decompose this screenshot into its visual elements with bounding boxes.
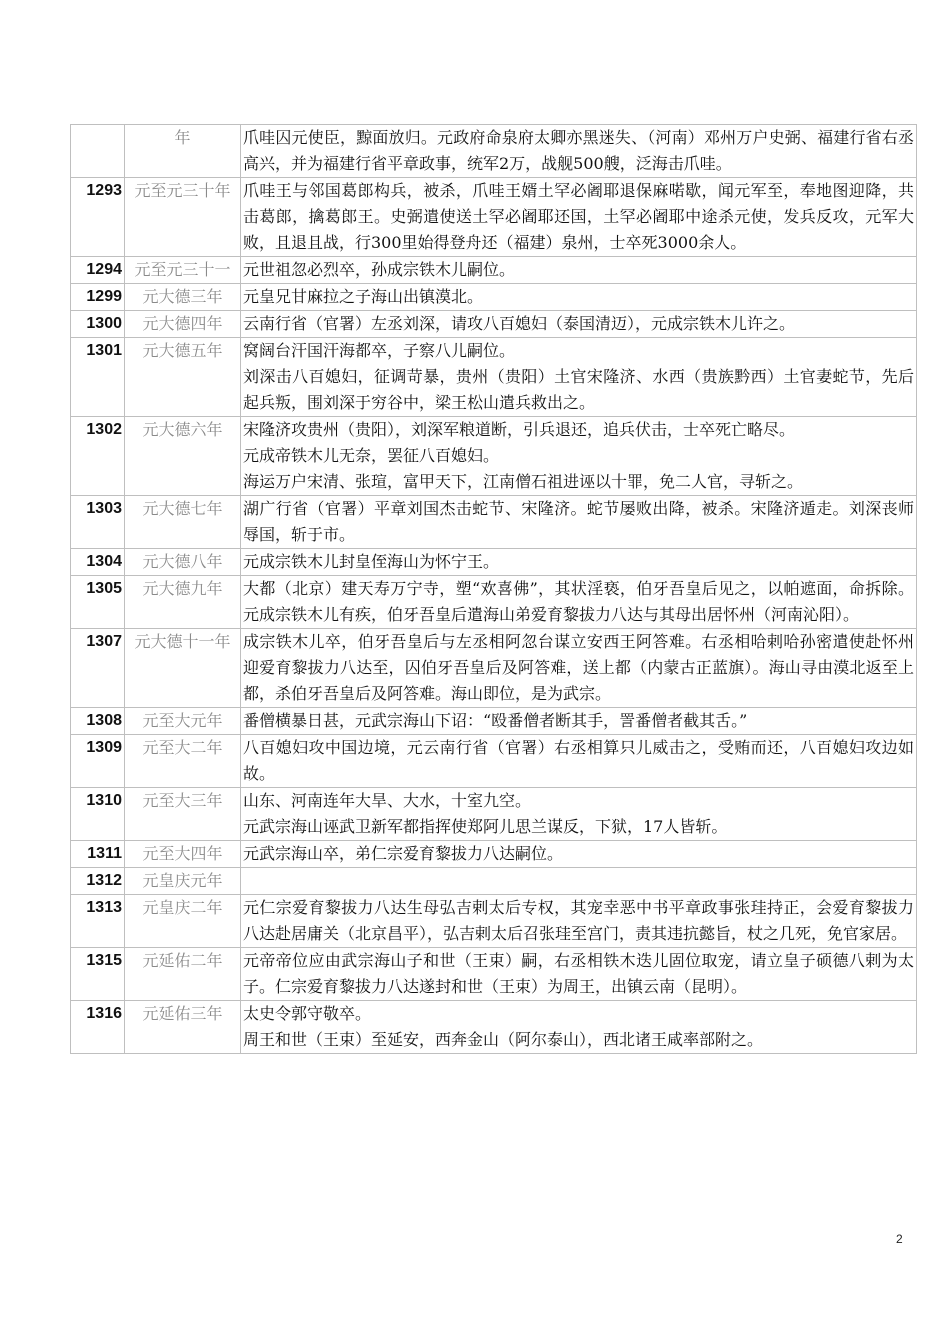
event-text: 太史令郭守敬卒。: [243, 1004, 372, 1023]
event-text: 爪哇王与邻国葛郎构兵，被杀，爪哇王婿土罕必阇耶退保麻喏歇，闻元军至，奉地图迎降，共击葛郎，擒葛郎王。史弼遣使送土罕必阇耶还国，土罕必阇耶中途杀元使，发兵反攻，元军大败，且退且战，行300里始得登舟还（福建）泉州，士卒死3000余人。: [243, 181, 914, 252]
year-cell: 1294: [71, 257, 125, 284]
year-cell: 1300: [71, 311, 125, 338]
events-cell: [241, 1001, 917, 1054]
events-cell: [241, 735, 917, 788]
era-cell: 元至大三年: [125, 788, 241, 841]
events-cell: [241, 311, 917, 338]
event-text: 元皇兄甘麻拉之子海山出镇漠北。: [243, 287, 484, 306]
table-row: [71, 895, 917, 948]
table-row: [71, 549, 917, 576]
event-text: 元仁宗爱育黎拔力八达生母弘吉剌太后专权，其宠幸恶中书平章政事张珪持正，会爱育黎拔力八达赴居庸关（北京昌平），弘吉剌太后召张珪至宫门，责其违抗懿旨，杖之几死，免官家居。: [243, 898, 914, 943]
events-cell: [241, 629, 917, 708]
events-cell: [241, 178, 917, 257]
event-text: 山东、河南连年大旱、大水，十室九空。: [243, 791, 532, 810]
era-cell: 元大德十一年: [125, 629, 241, 708]
event-text: 元武宗海山诬武卫新军都指挥使郑阿儿思兰谋反，下狱，17人皆斩。: [243, 817, 728, 836]
events-cell: [241, 257, 917, 284]
event-text: [243, 868, 914, 894]
events-cell: [241, 868, 917, 895]
event-text: 宋隆济攻贵州（贵阳），刘深军粮道断，引兵退还，追兵伏击，士卒死亡略尽。: [243, 420, 796, 439]
event-text: 云南行省（官署）左丞刘深，请攻八百媳妇（泰国清迈），元成宗铁木儿许之。: [243, 314, 796, 333]
events-cell: [241, 708, 917, 735]
events-cell: [241, 125, 917, 178]
year-cell: [71, 125, 125, 178]
era-cell: 元至大元年: [125, 708, 241, 735]
events-cell: [241, 549, 917, 576]
events-cell: [241, 841, 917, 868]
table-row: [71, 1001, 917, 1054]
table-row: [71, 284, 917, 311]
era-cell: 元延佑二年: [125, 948, 241, 1001]
event-text: 爪哇囚元使臣，黥面放归。元政府命泉府太卿亦黑迷失、（河南）邓州万户史弼、福建行省右丞高兴，并为福建行省平章政事，统军2万，战舰500艘，泛海击爪哇。: [243, 128, 914, 173]
year-cell: 1301: [71, 338, 125, 417]
era-cell: 元大德九年: [125, 576, 241, 629]
year-cell: 1309: [71, 735, 125, 788]
event-text: 海运万户宋清、张瑄，富甲天下，江南僧石祖进诬以十罪，免二人官，寻斩之。: [243, 472, 804, 491]
year-cell: 1302: [71, 417, 125, 496]
table-row: [71, 311, 917, 338]
table-row: [71, 257, 917, 284]
event-text: 湖广行省（官署）平章刘国杰击蛇节、宋隆济。蛇节屡败出降，被杀。宋隆济遁走。刘深丧师辱国，斩于市。: [243, 499, 914, 544]
year-cell: 1310: [71, 788, 125, 841]
table-row: [71, 178, 917, 257]
table-row: [71, 576, 917, 629]
events-cell: [241, 496, 917, 549]
events-cell: [241, 895, 917, 948]
era-cell: 元大德七年: [125, 496, 241, 549]
event-text: 大都（北京）建天寿万宁寺，塑“欢喜佛”，其状淫亵，伯牙吾皇后见之，以帕遮面，命拆除。元成宗铁木儿有疾，伯牙吾皇后遣海山弟爱育黎拔力八达与其母出居怀州（河南沁阳）。: [243, 579, 914, 624]
event-text: 八百媳妇攻中国边境，元云南行省（官署）右丞相算只儿威击之，受贿而还，八百媳妇攻边如故。: [243, 738, 914, 783]
year-cell: 1311: [71, 841, 125, 868]
year-cell: 1304: [71, 549, 125, 576]
era-cell: 元大德六年: [125, 417, 241, 496]
era-cell: 元至大四年: [125, 841, 241, 868]
events-cell: [241, 338, 917, 417]
era-cell: 元皇庆元年: [125, 868, 241, 895]
era-cell: 元大德五年: [125, 338, 241, 417]
year-cell: 1299: [71, 284, 125, 311]
event-text: 元武宗海山卒，弟仁宗爱育黎拔力八达嗣位。: [243, 844, 564, 863]
events-cell: [241, 948, 917, 1001]
event-text: 周王和世（王束）至延安，西奔金山（阿尔泰山），西北诸王咸率部附之。: [243, 1030, 764, 1049]
event-text: 元帝帝位应由武宗海山子和世（王束）嗣，右丞相铁木迭儿固位取宠，请立皇子硕德八剌为太子。仁宗爱育黎拔力八达遂封和世（王束）为周王，出镇云南（昆明）。: [243, 951, 914, 996]
era-cell: 元大德三年: [125, 284, 241, 311]
year-cell: 1312: [71, 868, 125, 895]
year-cell: 1307: [71, 629, 125, 708]
table-row: [71, 735, 917, 788]
events-cell: [241, 788, 917, 841]
era-cell: 元大德八年: [125, 549, 241, 576]
year-cell: 1308: [71, 708, 125, 735]
page-number: 2: [896, 1232, 903, 1246]
event-text: 窝阔台汗国汗海都卒，子察八儿嗣位。: [243, 341, 516, 360]
table-row: [71, 788, 917, 841]
year-cell: 1313: [71, 895, 125, 948]
era-cell: 元至元三十一: [125, 257, 241, 284]
year-cell: 1303: [71, 496, 125, 549]
year-cell: 1316: [71, 1001, 125, 1054]
event-text: 元成帝铁木儿无奈，罢征八百媳妇。: [243, 446, 500, 465]
events-cell: [241, 576, 917, 629]
events-cell: [241, 284, 917, 311]
era-cell: 元皇庆二年: [125, 895, 241, 948]
chronology-table: [70, 124, 917, 1054]
events-cell: [241, 417, 917, 496]
table-row: [71, 948, 917, 1001]
era-cell: 元至大二年: [125, 735, 241, 788]
table-row: [71, 125, 917, 178]
era-cell: 元延佑三年: [125, 1001, 241, 1054]
event-text: 元世祖忽必烈卒，孙成宗铁木儿嗣位。: [243, 260, 516, 279]
table-row: [71, 868, 917, 895]
table-row: [71, 496, 917, 549]
era-cell: 元至元三十年: [125, 178, 241, 257]
table-row: [71, 417, 917, 496]
year-cell: 1315: [71, 948, 125, 1001]
table-row: [71, 841, 917, 868]
event-text: 成宗铁木儿卒，伯牙吾皇后与左丞相阿忽台谋立安西王阿答难。右丞相哈剌哈孙密遣使赴怀州迎爱育黎拔力八达至，囚伯牙吾皇后及阿答难，送上都（内蒙古正蓝旗）。海山寻由漠北返至上都，杀伯牙吾皇后及阿答难。海山即位，是为武宗。: [243, 632, 914, 703]
era-cell: 年: [125, 125, 241, 178]
event-text: 元成宗铁木儿封皇侄海山为怀宁王。: [243, 552, 500, 571]
event-text: 番僧横暴日甚，元武宗海山下诏：“殴番僧者断其手，詈番僧者截其舌。”: [243, 711, 748, 730]
era-cell: 元大德四年: [125, 311, 241, 338]
table-row: [71, 629, 917, 708]
year-cell: 1305: [71, 576, 125, 629]
event-text: 刘深击八百媳妇，征调苛暴，贵州（贵阳）土官宋隆济、水西（贵族黔西）土官妻蛇节，先后起兵叛，围刘深于穷谷中，梁王松山遣兵救出之。: [243, 367, 914, 412]
year-cell: 1293: [71, 178, 125, 257]
chronology-table-body: [71, 125, 917, 1054]
table-row: [71, 708, 917, 735]
table-row: [71, 338, 917, 417]
